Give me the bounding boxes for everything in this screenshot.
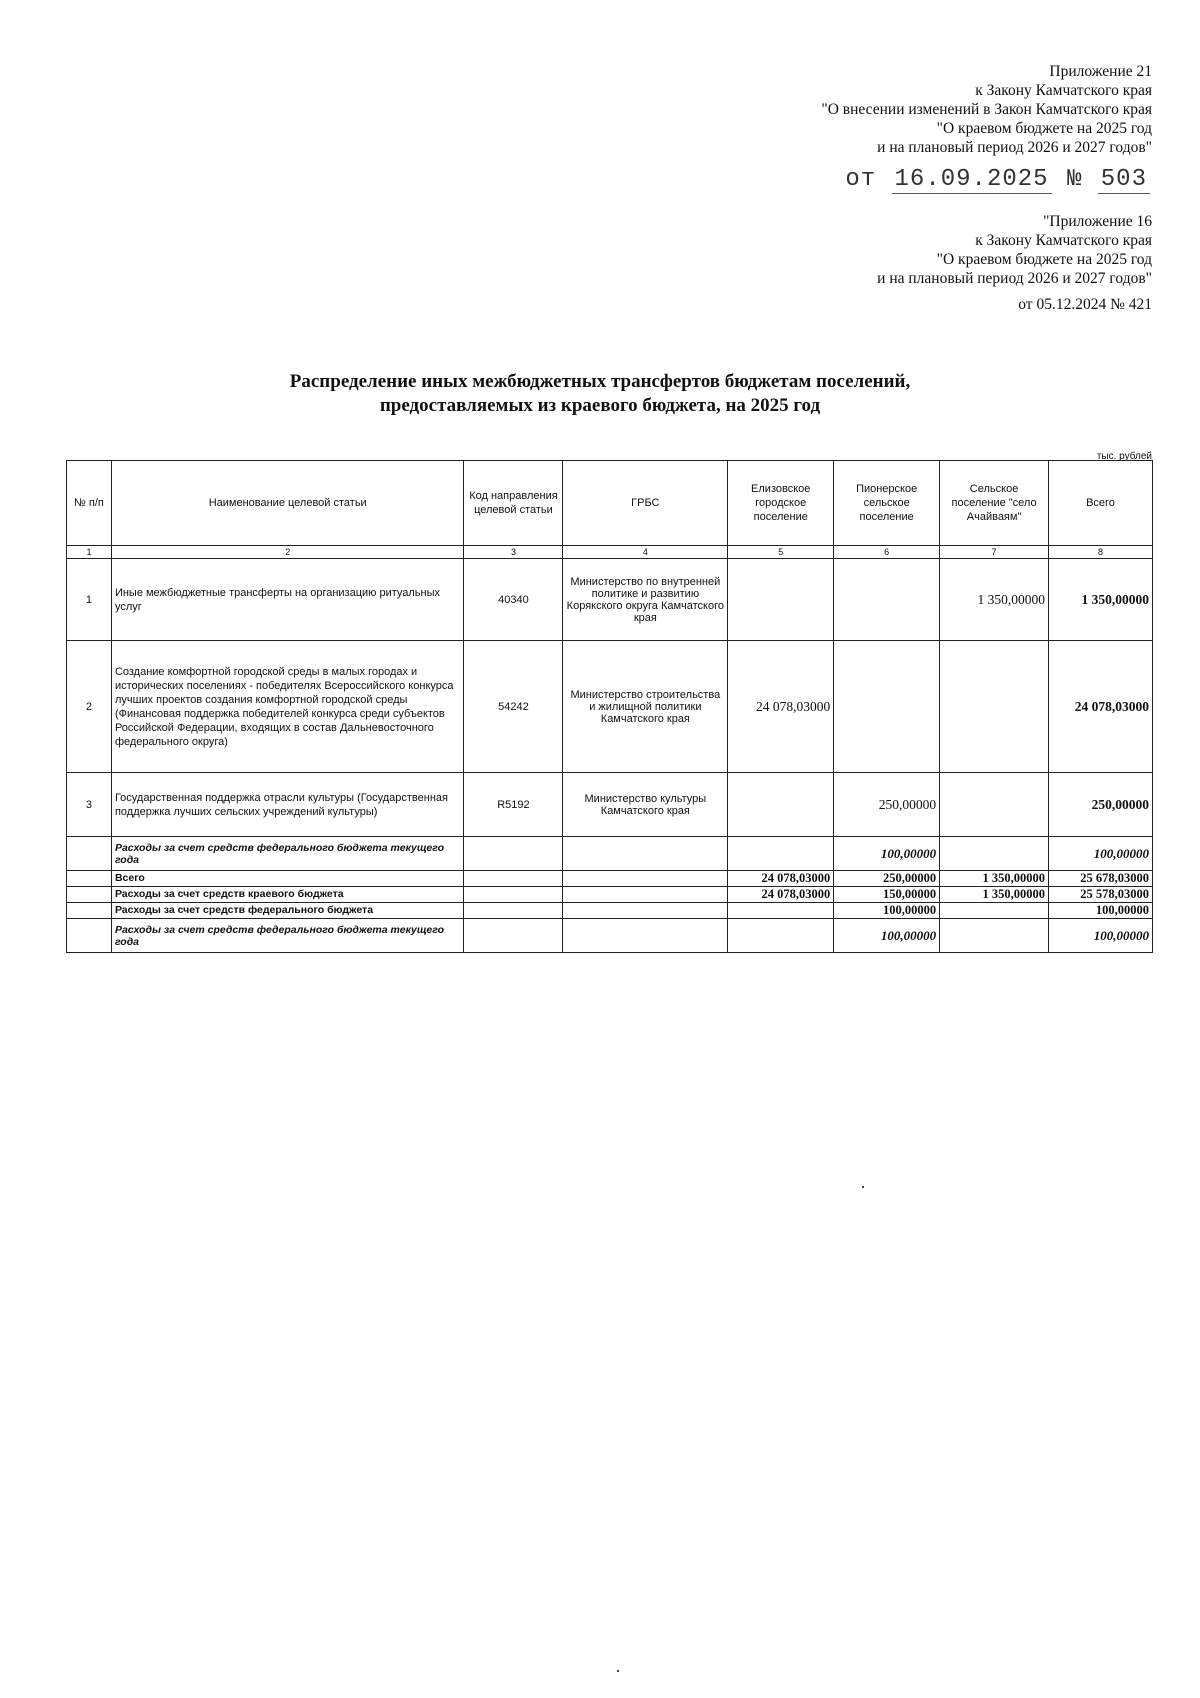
row-total: 100,00000 [1049, 837, 1153, 871]
row-grbs: Министерство строительства и жилищной политики Камчатского края [563, 641, 728, 773]
row-total: 1 350,00000 [1049, 559, 1153, 641]
final-row-federal-current [67, 919, 1153, 953]
header-line: "О краевом бюджете на 2025 год [936, 120, 1152, 137]
appendix-header-original [877, 212, 1152, 314]
total-achaivayam: 1 350,00000 [940, 871, 1049, 887]
col-header-elizovo: Елизовское городское поселение [728, 461, 834, 546]
row-name: Расходы за счет средств федерального бюджета текущего года [111, 837, 464, 871]
total-achaivayam: 1 350,00000 [940, 887, 1049, 903]
row-total: 100,00000 [1049, 919, 1153, 953]
column-number: 8 [1049, 546, 1153, 559]
total-pioner: 150,00000 [834, 887, 940, 903]
row-name: Государственная поддержка отрасли культуры (Государственная поддержка лучших сельских учреждений культуры) [111, 773, 464, 837]
total-row [67, 871, 1153, 887]
header-line: и на плановый период 2026 и 2027 годов" [877, 139, 1152, 156]
row-code: 54242 [464, 641, 563, 773]
column-number: 5 [728, 546, 834, 559]
row-elizovo: 24 078,03000 [728, 641, 834, 773]
col-header-grbs: ГРБС [563, 461, 728, 546]
col-header-code: Код направления целевой статьи [464, 461, 563, 546]
total-sum: 25 578,03000 [1049, 887, 1153, 903]
column-number-row [67, 546, 1153, 559]
header-line: от 05.12.2024 № 421 [1018, 296, 1152, 313]
row-achaivayam: 1 350,00000 [940, 559, 1049, 641]
total-sum: 25 678,03000 [1049, 871, 1153, 887]
total-pioner: 250,00000 [834, 871, 940, 887]
column-number: 1 [67, 546, 112, 559]
number-prefix: от [845, 166, 877, 193]
col-header-achaivayam: Сельское поселение "село Ачайваям" [940, 461, 1049, 546]
table-row [67, 773, 1153, 837]
table-row [67, 559, 1153, 641]
row-pioner: 100,00000 [834, 837, 940, 871]
column-number: 7 [940, 546, 1049, 559]
row-elizovo [728, 773, 834, 837]
header-line: и на плановый период 2026 и 2027 годов" [877, 270, 1152, 287]
row-name: Расходы за счет средств федерального бюджета текущего года [111, 919, 464, 953]
row-achaivayam [940, 773, 1049, 837]
units-label: тыс. рублей [1096, 451, 1152, 462]
table-row [67, 641, 1153, 773]
row-total: 250,00000 [1049, 773, 1153, 837]
col-header-total: Всего [1049, 461, 1153, 546]
row-number: 1 [67, 559, 112, 641]
row-grbs: Министерство по внутренней политике и развитию Корякского округа Камчатского края [563, 559, 728, 641]
row-name: Создание комфортной городской среды в малых городах и исторических поселениях - победителях Всероссийского конкурса лучших проектов создания комфортной городской среды (Финансовая поддержка победителей конкурса среди субъектов Российской Федерации, входящих в состав Дальневосточного федерального округа) [111, 641, 464, 773]
col-header-name: Наименование целевой статьи [111, 461, 464, 546]
row-pioner: 250,00000 [834, 773, 940, 837]
title-line-2: предоставляемых из краевого бюджета, на 2025 год [379, 395, 821, 416]
row-number: 3 [67, 773, 112, 837]
column-number: 6 [834, 546, 940, 559]
title-line-1: Распределение иных межбюджетных трансфертов бюджетам поселений, [289, 371, 911, 392]
number-sign: № [1066, 166, 1083, 193]
sub-row-federal-current [67, 837, 1153, 871]
total-name: Всего [111, 871, 464, 887]
row-achaivayam [940, 641, 1049, 773]
column-number: 3 [464, 546, 563, 559]
total-name: Расходы за счет средств краевого бюджета [111, 887, 464, 903]
column-number: 4 [563, 546, 728, 559]
total-elizovo [728, 903, 834, 919]
appendix-header-current [821, 62, 1152, 157]
row-number: 2 [67, 641, 112, 773]
column-number: 2 [111, 546, 464, 559]
header-line: "О внесении изменений в Закон Камчатского края [821, 101, 1152, 118]
row-elizovo [728, 559, 834, 641]
row-pioner [834, 641, 940, 773]
scan-speck [862, 1186, 864, 1188]
header-line: "О краевом бюджете на 2025 год [936, 251, 1152, 268]
header-line: к Закону Камчатского края [975, 82, 1152, 99]
col-header-pioner: Пионерское сельское поселение [834, 461, 940, 546]
row-pioner [834, 559, 940, 641]
law-number: 503 [1098, 166, 1150, 194]
header-row [67, 461, 1153, 546]
col-header-num: № п/п [67, 461, 112, 546]
header-line: Приложение 21 [1049, 63, 1152, 80]
scan-speck [617, 1670, 619, 1672]
total-row-federal [67, 903, 1153, 919]
total-row-regional [67, 887, 1153, 903]
document-title [0, 370, 1200, 418]
row-code: 40340 [464, 559, 563, 641]
total-sum: 100,00000 [1049, 903, 1153, 919]
total-name: Расходы за счет средств федерального бюджета [111, 903, 464, 919]
transfers-table [66, 460, 1153, 953]
row-pioner: 100,00000 [834, 919, 940, 953]
header-line: "Приложение 16 [1043, 213, 1152, 230]
total-elizovo: 24 078,03000 [728, 887, 834, 903]
law-number-stamp [845, 166, 1150, 193]
row-name: Иные межбюджетные трансферты на организацию ритуальных услуг [111, 559, 464, 641]
law-date: 16.09.2025 [892, 166, 1052, 194]
total-pioner: 100,00000 [834, 903, 940, 919]
row-grbs: Министерство культуры Камчатского края [563, 773, 728, 837]
row-total: 24 078,03000 [1049, 641, 1153, 773]
total-elizovo: 24 078,03000 [728, 871, 834, 887]
total-achaivayam [940, 903, 1049, 919]
header-line: к Закону Камчатского края [975, 232, 1152, 249]
row-code: R5192 [464, 773, 563, 837]
